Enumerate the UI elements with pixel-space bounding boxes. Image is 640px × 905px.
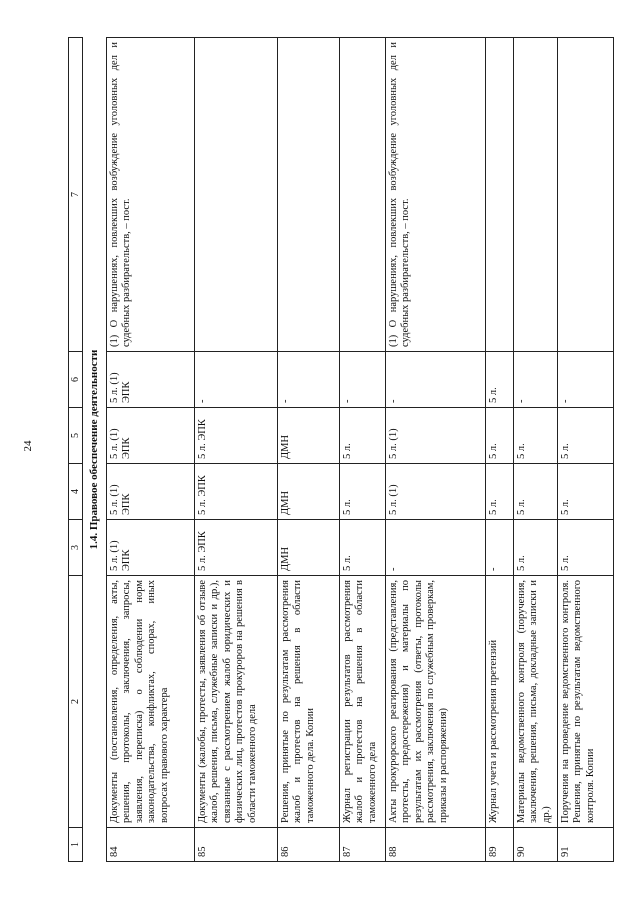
table-row bbox=[106, 38, 194, 862]
section-title: 1.4. Правовое обеспечение деятельности bbox=[83, 38, 107, 862]
row-number: 88 bbox=[385, 828, 485, 862]
row-col6: - bbox=[557, 352, 613, 408]
column-number: 3 bbox=[69, 520, 83, 576]
column-number: 1 bbox=[69, 828, 83, 862]
row-note bbox=[277, 38, 339, 352]
row-col5: 5 л. bbox=[339, 408, 385, 464]
row-description: Поручения на проведение ведомственного контроля. Решения, принятые по результатам ведомственного контроля. Копии bbox=[557, 576, 613, 828]
row-note bbox=[194, 38, 277, 352]
row-description: Акты прокурорского реагирования (представления, протесты, предостережения) и материалы по результатам их рассмотрения (ответы, протоколы рассмотрения, заключения по служебным проверкам, приказы и распоряжения) bbox=[385, 576, 485, 828]
row-col3: - bbox=[485, 520, 513, 576]
row-description: Журнал учета и рассмотрения претензий bbox=[485, 576, 513, 828]
column-number: 4 bbox=[69, 464, 83, 520]
column-number-row bbox=[69, 38, 83, 862]
row-col6: - bbox=[513, 352, 557, 408]
row-col4: 5 л. bbox=[513, 464, 557, 520]
row-note bbox=[557, 38, 613, 352]
document-table-rotated bbox=[68, 38, 634, 862]
row-col6: - bbox=[194, 352, 277, 408]
row-col5: ДМН bbox=[277, 408, 339, 464]
row-col5: 5 л. bbox=[557, 408, 613, 464]
table-row bbox=[385, 38, 485, 862]
table-row bbox=[557, 38, 613, 862]
row-description: Документы (постановления, определения, акты, решения, протоколы, заключения, запросы, заявления, переписка) о соблюдении норм законодательства, конфликтах, спорах, иных вопросах правового характера bbox=[106, 576, 194, 828]
section-row bbox=[83, 38, 107, 862]
row-description: Журнал регистрации результатов рассмотрения жалоб и протестов на решения в области таможенного дела bbox=[339, 576, 385, 828]
row-number: 84 bbox=[106, 828, 194, 862]
row-number: 85 bbox=[194, 828, 277, 862]
row-number: 86 bbox=[277, 828, 339, 862]
row-col3: 5 л. bbox=[513, 520, 557, 576]
row-col6: - bbox=[385, 352, 485, 408]
row-number: 91 bbox=[557, 828, 613, 862]
column-number: 2 bbox=[69, 576, 83, 828]
row-col4: 5 л. bbox=[485, 464, 513, 520]
row-col5: 5 л. ЭПК bbox=[194, 408, 277, 464]
row-col4: ДМН bbox=[277, 464, 339, 520]
row-number: 90 bbox=[513, 828, 557, 862]
row-col5: 5 л. (1) bbox=[385, 408, 485, 464]
row-col4: 5 л. ЭПК bbox=[194, 464, 277, 520]
row-col4: 5 л. (1) ЭПК bbox=[106, 464, 194, 520]
row-col3: 5 л. ЭПК bbox=[194, 520, 277, 576]
row-col4: 5 л. (1) bbox=[385, 464, 485, 520]
column-number: 6 bbox=[69, 352, 83, 408]
table-row bbox=[513, 38, 557, 862]
row-note bbox=[513, 38, 557, 352]
row-col6: 5 л. (1) ЭПК bbox=[106, 352, 194, 408]
column-number: 5 bbox=[69, 408, 83, 464]
page-number: 24 bbox=[22, 440, 34, 452]
table-row bbox=[339, 38, 385, 862]
row-note: (1) О нарушениях, повлекших возбуждение уголовных дел и судебных разбирательств, – пост. bbox=[385, 38, 485, 352]
row-note bbox=[339, 38, 385, 352]
row-col6: - bbox=[339, 352, 385, 408]
row-col3: - bbox=[385, 520, 485, 576]
row-col3: 5 л. bbox=[339, 520, 385, 576]
row-col5: 5 л. bbox=[513, 408, 557, 464]
row-note: (1) О нарушениях, повлекших возбуждение уголовных дел и судебных разбирательств, – пост. bbox=[106, 38, 194, 352]
row-col4: 5 л. bbox=[339, 464, 385, 520]
row-col5: 5 л. bbox=[485, 408, 513, 464]
row-col3: ДМН bbox=[277, 520, 339, 576]
row-description: Решения, принятые по результатам рассмотрения жалоб и протестов на решения в области таможенного дела. Копии bbox=[277, 576, 339, 828]
row-col4: 5 л. bbox=[557, 464, 613, 520]
row-col3: 5 л. bbox=[557, 520, 613, 576]
row-number: 89 bbox=[485, 828, 513, 862]
row-note bbox=[485, 38, 513, 352]
table-row bbox=[277, 38, 339, 862]
row-col6: 5 л. bbox=[485, 352, 513, 408]
row-col5: 5 л. (1) ЭПК bbox=[106, 408, 194, 464]
row-col3: 5 л. (1) ЭПК bbox=[106, 520, 194, 576]
records-table bbox=[68, 37, 614, 862]
row-description: Документы (жалобы, протесты, заявления об отзыве жалоб, решения, письма, служебные записки и др.), связанные с рассмотрением жалоб юридических и физических лиц, протестов прокуроров на решения в области таможенного дела bbox=[194, 576, 277, 828]
column-number: 7 bbox=[69, 38, 83, 352]
row-col6: - bbox=[277, 352, 339, 408]
table-row bbox=[485, 38, 513, 862]
row-number: 87 bbox=[339, 828, 385, 862]
table-row bbox=[194, 38, 277, 862]
row-description: Материалы ведомственного контроля (поручения, заключения, решения, письма, докладные записки и др.) bbox=[513, 576, 557, 828]
